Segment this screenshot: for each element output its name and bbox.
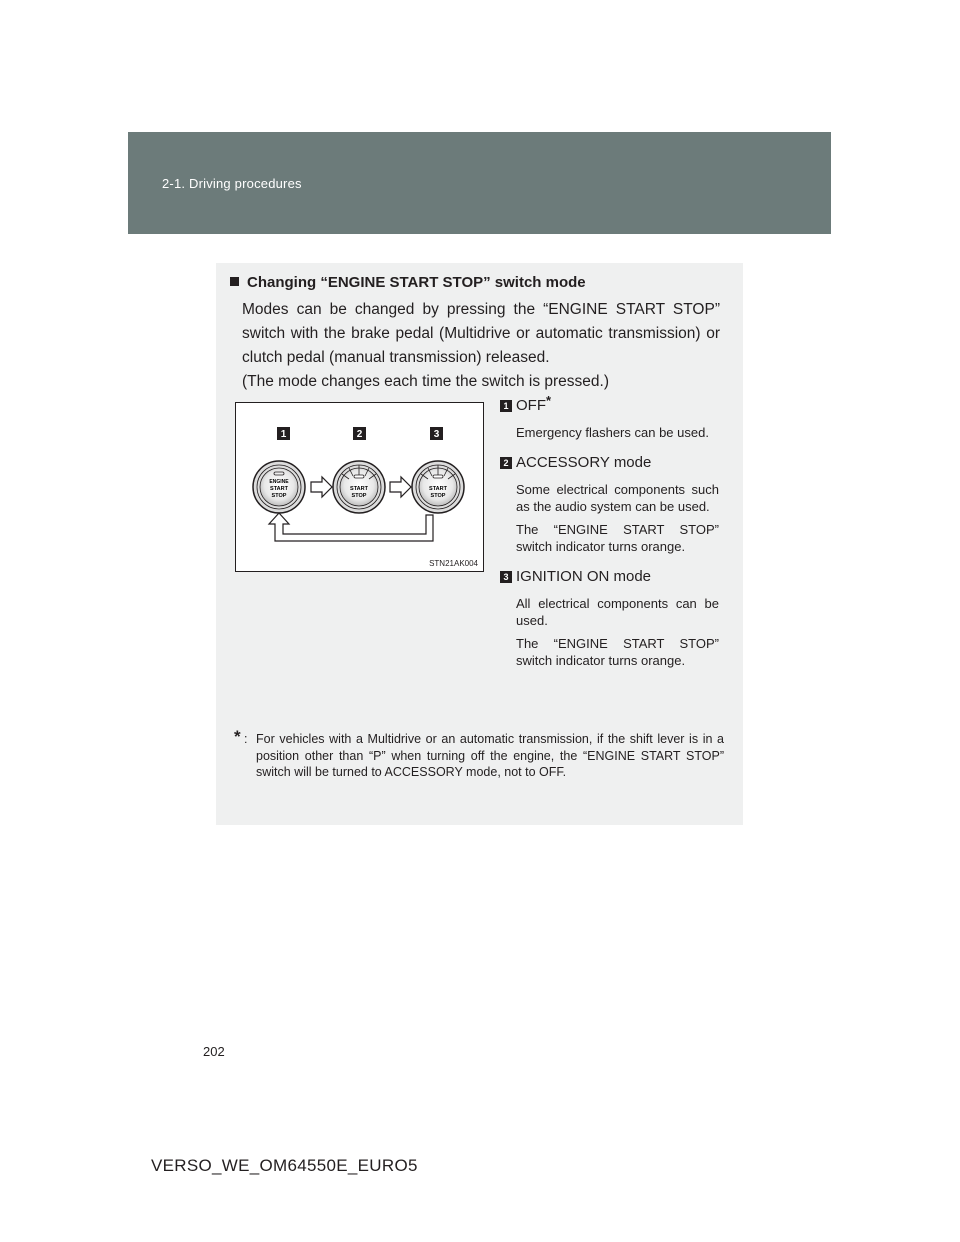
callout-3 [430, 427, 443, 440]
section-heading [230, 274, 586, 291]
mode-description: The “ENGINE START STOP” switch indicator turns orange. [516, 522, 719, 554]
callout-2 [353, 427, 366, 440]
intro-note: (The mode changes each time the switch is pressed.) [242, 373, 610, 390]
content-box [216, 263, 743, 825]
section-title: 2-1. Driving procedures [162, 176, 302, 191]
intro-paragraph: Modes can be changed by pressing the “ENGINE START STOP” switch with the brake pedal (Multidrive or automatic transmission) or clutch pedal (manual transmission) released. [242, 301, 720, 366]
arrow-right-icon [311, 477, 332, 497]
mode-title: OFF* [516, 393, 552, 414]
mode-title: IGNITION ON mode [516, 568, 652, 585]
footnote-asterisk: * [234, 727, 241, 746]
arrow-right-icon [390, 477, 411, 497]
mode-description: Emergency flashers can be used. [516, 425, 709, 440]
mode-description: The “ENGINE START STOP” switch indicator turns orange. [516, 636, 719, 668]
mode-description: Some electrical components such as the audio system can be used. [516, 482, 719, 514]
intro-text [242, 298, 720, 394]
svg-text:STOP: STOP [271, 493, 287, 499]
callout-1 [277, 427, 290, 440]
return-arrow-icon [269, 513, 433, 541]
mode-title: ACCESSORY mode [516, 454, 652, 471]
engine-button-off [253, 461, 305, 513]
mode-number-badge: 1 [500, 400, 512, 412]
mode-number-badge: 3 [500, 571, 512, 583]
svg-text:2: 2 [356, 429, 363, 440]
section-heading-text: Changing “ENGINE START STOP” switch mode [247, 274, 586, 291]
svg-text:3: 3 [433, 429, 440, 440]
header-band [128, 132, 831, 234]
bullet-square-icon [230, 277, 239, 286]
mode-description: All electrical components can be used. [516, 596, 719, 628]
mode-item-accessory [500, 451, 719, 555]
svg-text:START: START [350, 486, 368, 492]
asterisk-mark: * [546, 393, 552, 408]
svg-text:START: START [270, 486, 288, 492]
page-number: 202 [203, 1044, 225, 1059]
footnote-text: For vehicles with a Multidrive or an automatic transmission, if the shift lever is in a position other than “P” when turning off the engine, the “ENGINE START STOP” switch will be turned to ACCESSORY mode, not to OFF. [256, 732, 724, 779]
footnote-colon: : [244, 732, 248, 746]
switch-mode-figure [235, 402, 484, 572]
engine-button-accessory [333, 461, 385, 513]
engine-button-ignition-on [412, 461, 464, 513]
switch-diagram [236, 403, 485, 573]
mode-number-badge: 2 [500, 457, 512, 469]
svg-text:1: 1 [280, 429, 287, 440]
svg-text:STOP: STOP [351, 493, 367, 499]
svg-text:ENGINE: ENGINE [269, 479, 289, 485]
document-code: VERSO_WE_OM64550E_EURO5 [151, 1156, 418, 1175]
svg-text:START: START [429, 486, 447, 492]
svg-text:STOP: STOP [430, 493, 446, 499]
mode-item-ignition-on [500, 565, 719, 669]
footnote [234, 727, 724, 781]
mode-item-off [500, 394, 719, 441]
mode-list [500, 394, 719, 679]
figure-code: STN21AK004 [429, 559, 478, 568]
